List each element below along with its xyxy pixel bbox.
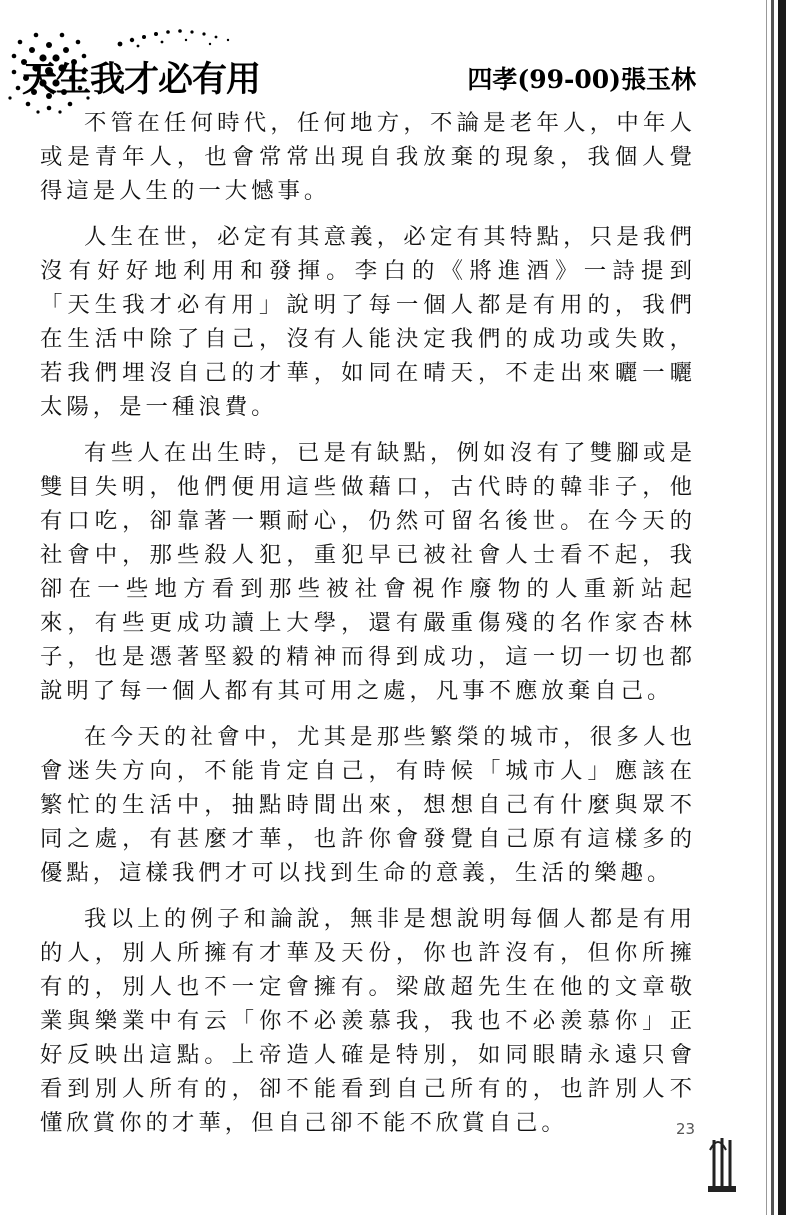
essay-body <box>40 106 696 1152</box>
page-number: 23 <box>676 1120 696 1138</box>
paragraph: 我以上的例子和論說，無非是想說明每個人都是有用的人，別人所擁有才華及天份，你也許沒有，但你所擁有的，別人也不一定會擁有。梁啟超先生在他的文章敬業與樂業中有云「你不必羨慕我，我也不必羨慕你」正好反映出這點。上帝造人確是特別，如同眼睛永遠只會看到別人所有的，卻不能看到自己所有的，也許別人不懂欣賞你的才華，但自己卻不能不欣賞自己。 <box>40 906 696 1136</box>
paragraph: 有些人在出生時，已是有缺點，例如沒有了雙腳或是雙目失明，他們便用這些做藉口，古代時的韓非子，他有口吃，卻靠著一顆耐心，仍然可留名後世。在今天的社會中，那些殺人犯，重犯早已被社會人士看不起，我卻在一些地方看到那些被社會視作廢物的人重新站起來，有些更成功讀上大學，還有嚴重傷殘的名作家杏林子，也是憑著堅毅的精神而得到成功，這一切一切也都說明了每一個人都有其可用之處，凡事不應放棄自己。 <box>40 440 696 704</box>
dot-trail-decoration <box>112 24 242 50</box>
paragraph: 在今天的社會中，尤其是那些繁榮的城市，很多人也會迷失方向，不能肯定自己，有時候「城市人」應該在繁忙的生活中，抽點時間出來，想想自己有什麼與眾不同之處，有甚麼才華，也許你會發覺自己原有這樣多的優點，這樣我們才可以找到生命的意義，生活的樂趣。 <box>40 724 696 886</box>
paragraph: 不管在任何時代，任何地方，不論是老年人，中年人或是青年人，也會常常出現自我放棄的現象，我個人覺得這是人生的一大憾事。 <box>40 110 696 204</box>
author-line: 四孝(99-00)張玉林 <box>467 65 696 94</box>
scan-edge-shadow <box>766 0 786 1215</box>
essay-title: 天生我才必有用 <box>22 60 261 100</box>
binding-edge-mark <box>700 1130 746 1196</box>
paragraph: 人生在世，必定有其意義，必定有其特點，只是我們沒有好好地利用和發揮。李白的《將進酒》一詩提到「天生我才必有用」說明了每一個人都是有用的，我們在生活中除了自己，沒有人能決定我們的成功或失敗，若我們埋沒自己的才華，如同在晴天，不走出來曬一曬太陽，是一種浪費。 <box>40 224 696 420</box>
